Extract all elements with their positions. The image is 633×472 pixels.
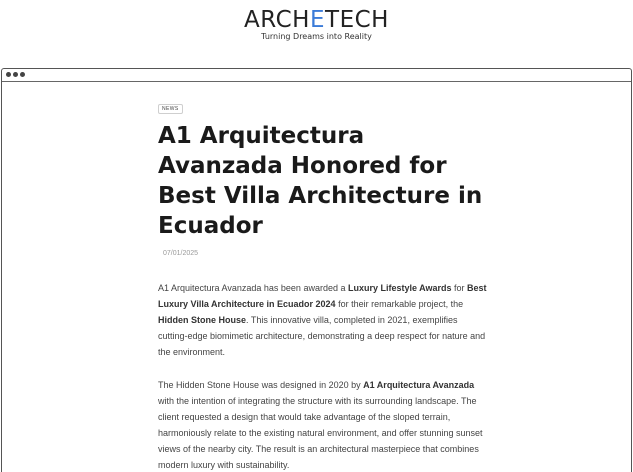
logo-word-end: TECH	[325, 7, 389, 33]
site-logo[interactable]	[0, 6, 633, 41]
project-name: Hidden Stone House	[158, 315, 247, 325]
logo-word-start: ARCH	[244, 7, 310, 33]
logo-word-accent: E	[309, 7, 326, 33]
logo-tagline: Turning Dreams into Reality	[261, 32, 372, 41]
article-paragraph-2	[158, 377, 488, 472]
award-category: Best Luxury Villa Architecture in Ecuador 2024	[158, 283, 487, 309]
paragraph-text: for their remarkable project, the	[335, 299, 464, 309]
window-dot-icon[interactable]	[20, 72, 25, 77]
browser-title-bar	[2, 69, 631, 82]
award-name: Luxury Lifestyle Awards	[347, 283, 452, 293]
browser-window	[1, 68, 632, 472]
article	[158, 97, 488, 472]
paragraph-text: for	[451, 283, 468, 293]
article-title: A1 Arquitectura Avanzada Honored for Best Villa Architecture in Ecuador	[158, 123, 483, 239]
paragraph-text: with the intention of integrating the structure with its surrounding landscape. The client requested a design that would take advantage of the sloped terrain, harmoniously relate to the existing natural environment, and offer stunning sunset views of the nearby city. The result is an architectural masterpiece that combines modern luxury with sustainability.	[158, 396, 483, 470]
window-dot-icon[interactable]	[13, 72, 18, 77]
paragraph-text: The Hidden Stone House was designed in 2020 by	[158, 380, 364, 390]
firm-name: A1 Arquitectura Avanzada	[363, 380, 475, 390]
paragraph-text: A1 Arquitectura Avanzada has been awarded a	[158, 283, 348, 293]
window-dot-icon[interactable]	[6, 72, 11, 77]
article-date: 07/01/2025	[163, 250, 199, 257]
article-paragraph-1	[158, 280, 488, 360]
logo-wordmark	[0, 6, 633, 34]
paragraph-text: . This innovative villa, completed in 2021, exemplifies cutting-edge biomimetic architecture, demonstrating a deep respect for nature and the environment.	[158, 315, 486, 357]
window-controls	[6, 72, 25, 77]
category-tag[interactable]: NEWS	[158, 104, 183, 114]
